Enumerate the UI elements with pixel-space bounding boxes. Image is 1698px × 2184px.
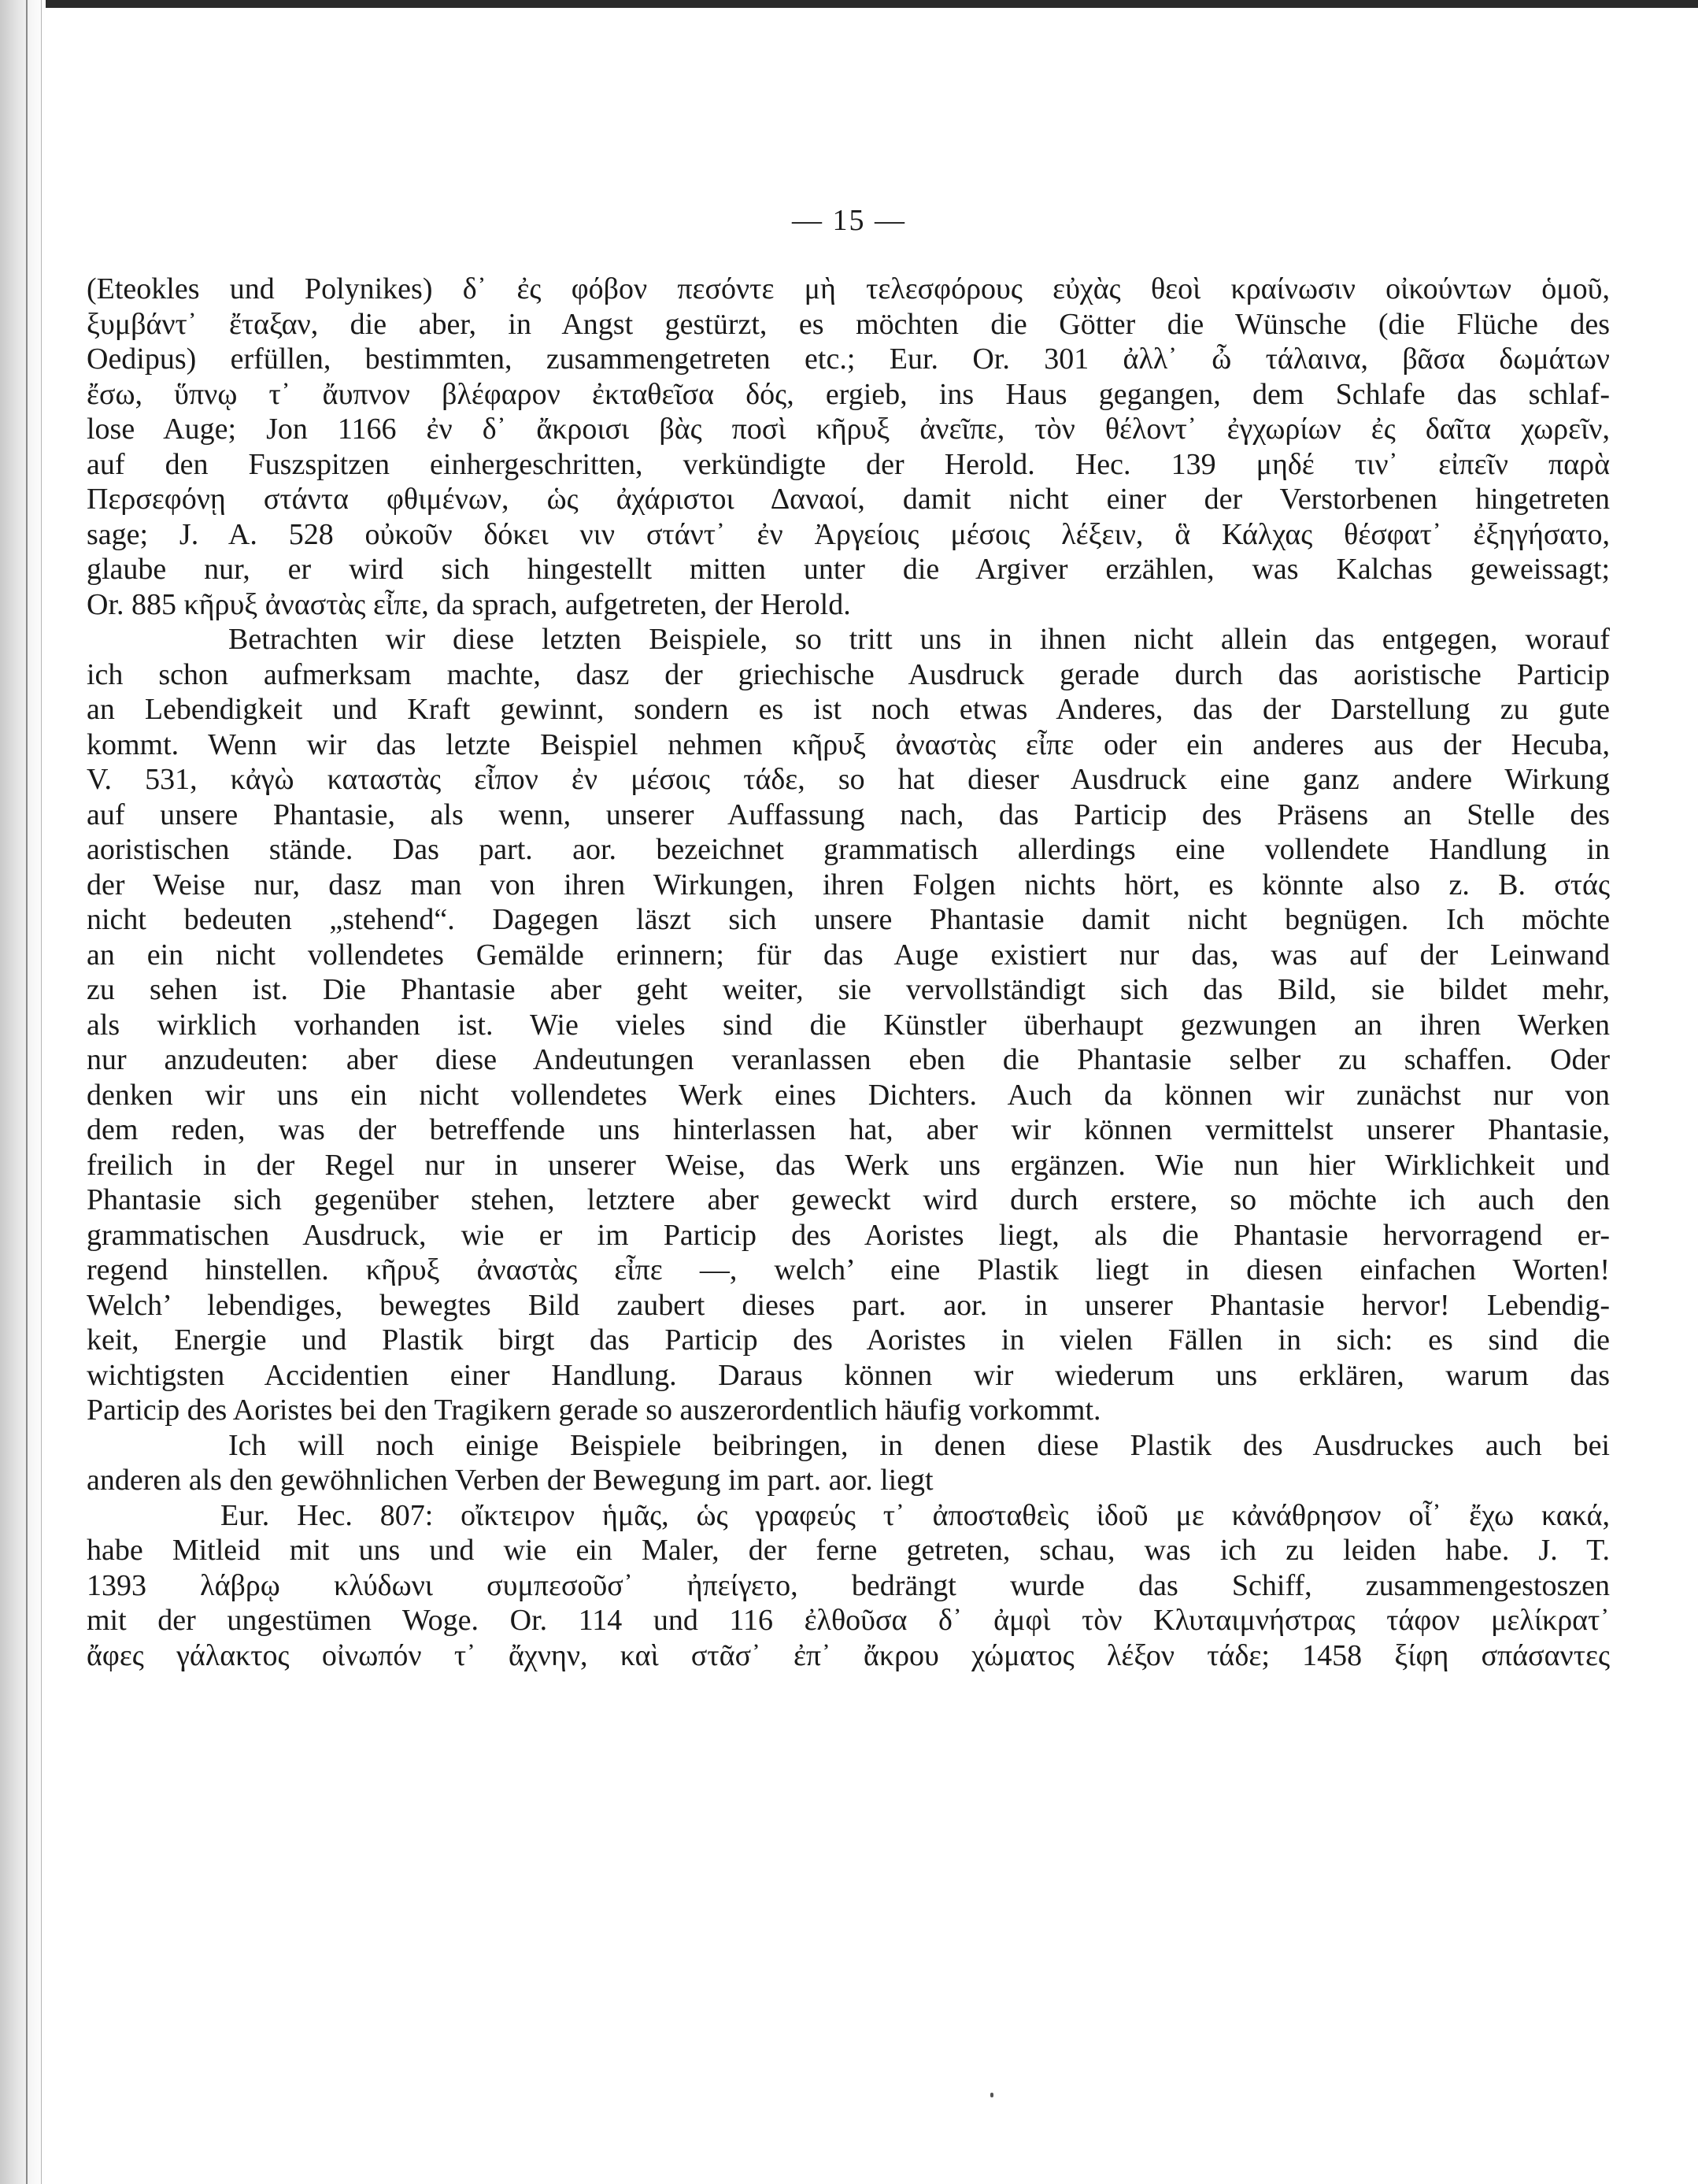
text-line: freilich in der Regel nur in unserer Weise, das Werk uns ergänzen. Wie nun hier Wirklichkeit und	[87, 1148, 1610, 1182]
ink-speck	[990, 2093, 993, 2097]
text-line: an ein nicht vollendetes Gemälde erinnern; für das Auge existiert nur das, was auf der Leinwand	[87, 938, 1610, 972]
text-line: (Eteokles und Polynikes) δ᾽ ἐς φόβον πεσόντε μὴ τελεσφόρους εὐχὰς θεοὶ κραίνωσιν οἰκούντων ὁμοῦ,	[87, 272, 1610, 305]
text-line: denken wir uns ein nicht vollendetes Werk eines Dichters. Auch da können wir zunächst nur von	[87, 1078, 1610, 1112]
text-line: Περσεφόνῃ στάντα φθιμένων, ὡς ἀχάριστοι Δαναοί, damit nicht einer der Verstorbenen hingetreten	[87, 483, 1610, 516]
text-line: V. 531, κἀγὼ καταστὰς εἶπον ἐν μέσοις τάδε, so hat dieser Ausdruck eine ganz andere Wirkung	[87, 763, 1610, 796]
text-line: als wirklich vorhanden ist. Wie vieles sind die Künstler überhaupt gezwungen an ihren Werken	[87, 1008, 1610, 1042]
text-line: Oedipus) erfüllen, bestimmten, zusammengetreten etc.; Eur. Or. 301 ἀλλ᾽ ὦ τάλαινα, βᾶσα δωμάτων	[87, 342, 1610, 376]
text-line: regend hinstellen. κῆρυξ ἀναστὰς εἶπε —, welch’ eine Plastik liegt in diesen einfachen Worten!	[87, 1253, 1610, 1286]
paragraph-start-line: Eur. Hec. 807: οἴκτειρον ἡμᾶς, ὡς γραφεύς τ᾽ ἀποσταθεὶς ἰδοῦ με κἀνάθρησον οἷ᾽ ἔχω κακά,	[220, 1498, 1610, 1532]
text-line: mit der ungestümen Woge. Or. 114 und 116 ἐλθοῦσα δ᾽ ἀμφὶ τὸν Κλυταιμνήστρας τάφον μελίκρατ᾽	[87, 1604, 1610, 1637]
text-line: auf den Fuszspitzen einhergeschritten, verkündigte der Herold. Hec. 139 μηδέ τιν᾽ εἰπεῖν παρὰ	[87, 447, 1610, 481]
text-line: keit, Energie und Plastik birgt das Particip des Aoristes in vielen Fällen in sich: es sind die	[87, 1323, 1610, 1357]
text-line: glaube nur, er wird sich hingestellt mitten unter die Argiver erzählen, was Kalchas geweissagt;	[87, 553, 1610, 586]
text-line: auf unsere Phantasie, als wenn, unserer Auffassung nach, das Particip des Präsens an Stelle des	[87, 798, 1610, 831]
text-line: ἔσω, ὕπνῳ τ᾽ ἄυπνον βλέφαρον ἐκταθεῖσα δός, ergieb, ins Haus gegangen, dem Schlafe das schlaf-	[87, 377, 1610, 411]
text-line: anderen als den gewöhnlichen Verben der Bewegung im part. aor. liegt	[87, 1464, 934, 1497]
text-line: 1393 λάβρῳ κλύδωνι συμπεσοῦσ᾽ ἠπείγετο, bedrängt wurde das Schiff, zusammengestoszen	[87, 1568, 1610, 1602]
text-line: lose Auge; Jon 1166 ἐν δ᾽ ἄκροισι βὰς ποσὶ κῆρυξ ἀνεῖπε, τὸν θέλοντ᾽ ἐγχωρίων ἐς δαῖτα χωρεῖν,	[87, 413, 1610, 446]
text-line: Phantasie sich gegenüber stehen, letztere aber geweckt wird durch erstere, so möchte ich auch den	[87, 1183, 1610, 1216]
text-line: ξυμβάντ᾽ ἔταξαν, die aber, in Angst gestürzt, es möchten die Götter die Wünsche (die Flüche des	[87, 307, 1610, 341]
text-line: aoristischen stände. Das part. aor. bezeichnet grammatisch allerdings eine vollendete Handlung in	[87, 833, 1610, 866]
text-line: an Lebendigkeit und Kraft gewinnt, sondern es ist noch etwas Anderes, das der Darstellung zu gute	[87, 693, 1610, 726]
page-number: — 15 —	[792, 204, 906, 237]
text-line: zu sehen ist. Die Phantasie aber geht weiter, sie vervollständigt sich das Bild, sie bildet mehr,	[87, 973, 1610, 1006]
text-line: Or. 885 κῆρυξ ἀναστὰς εἶπε, da sprach, aufgetreten, der Herold.	[87, 587, 851, 621]
paragraph-start-line: Betrachten wir diese letzten Beispiele, so tritt uns in ihnen nicht allein das entgegen, worauf	[228, 623, 1610, 656]
body-text	[87, 272, 1610, 1673]
text-line: Welch’ lebendiges, bewegtes Bild zaubert dieses part. aor. in unserer Phantasie hervor! Lebendig-	[87, 1288, 1610, 1322]
text-line: dem reden, was der betreffende uns hinterlassen hat, aber wir können vermittelst unserer Phantasie,	[87, 1113, 1610, 1146]
paragraph-start-line: Ich will noch einige Beispiele beibringen, in denen diese Plastik des Ausdruckes auch bei	[228, 1428, 1610, 1462]
text-line: sage; J. A. 528 οὐκοῦν δόκει νιν στάντ᾽ ἐν Ἀργείοις μέσοις λέξειν, ἃ Κάλχας θέσφατ᾽ ἐξηγήσατο,	[87, 517, 1610, 551]
text-line: kommt. Wenn wir das letzte Beispiel nehmen κῆρυξ ἀναστὰς εἶπε oder ein anderes aus der Hecuba,	[87, 727, 1610, 761]
text-line: der Weise nur, dasz man von ihren Wirkungen, ihren Folgen nichts hört, es könnte also z. B. στάς	[87, 868, 1610, 901]
text-line: ich schon aufmerksam machte, dasz der griechische Ausdruck gerade durch das aoristische Particip	[87, 657, 1610, 691]
text-line: habe Mitleid mit uns und wie ein Maler, der ferne getreten, schau, was ich zu leiden habe. J. T.	[87, 1534, 1610, 1567]
text-line: nur anzudeuten: aber diese Andeutungen veranlassen eben die Phantasie selber zu schaffen. Oder	[87, 1043, 1610, 1076]
text-line: wichtigsten Accidentien einer Handlung. Daraus können wir wiederum uns erklären, warum das	[87, 1358, 1610, 1392]
text-line: grammatischen Ausdruck, wie er im Particip des Aoristes liegt, als die Phantasie hervorragend er-	[87, 1218, 1610, 1252]
text-line: Particip des Aoristes bei den Tragikern gerade so auszerordentlich häufig vorkommt.	[87, 1394, 1101, 1427]
text-line: ἄφες γάλακτος οἰνωπόν τ᾽ ἄχνην, καὶ στᾶσ᾽ ἐπ᾽ ἄκρου χώματος λέξον τάδε; 1458 ξίφη σπάσαντες	[87, 1638, 1610, 1672]
text-line: nicht bedeuten „stehend“. Dagegen läszt sich unsere Phantasie damit nicht begnügen. Ich möchte	[87, 903, 1610, 936]
